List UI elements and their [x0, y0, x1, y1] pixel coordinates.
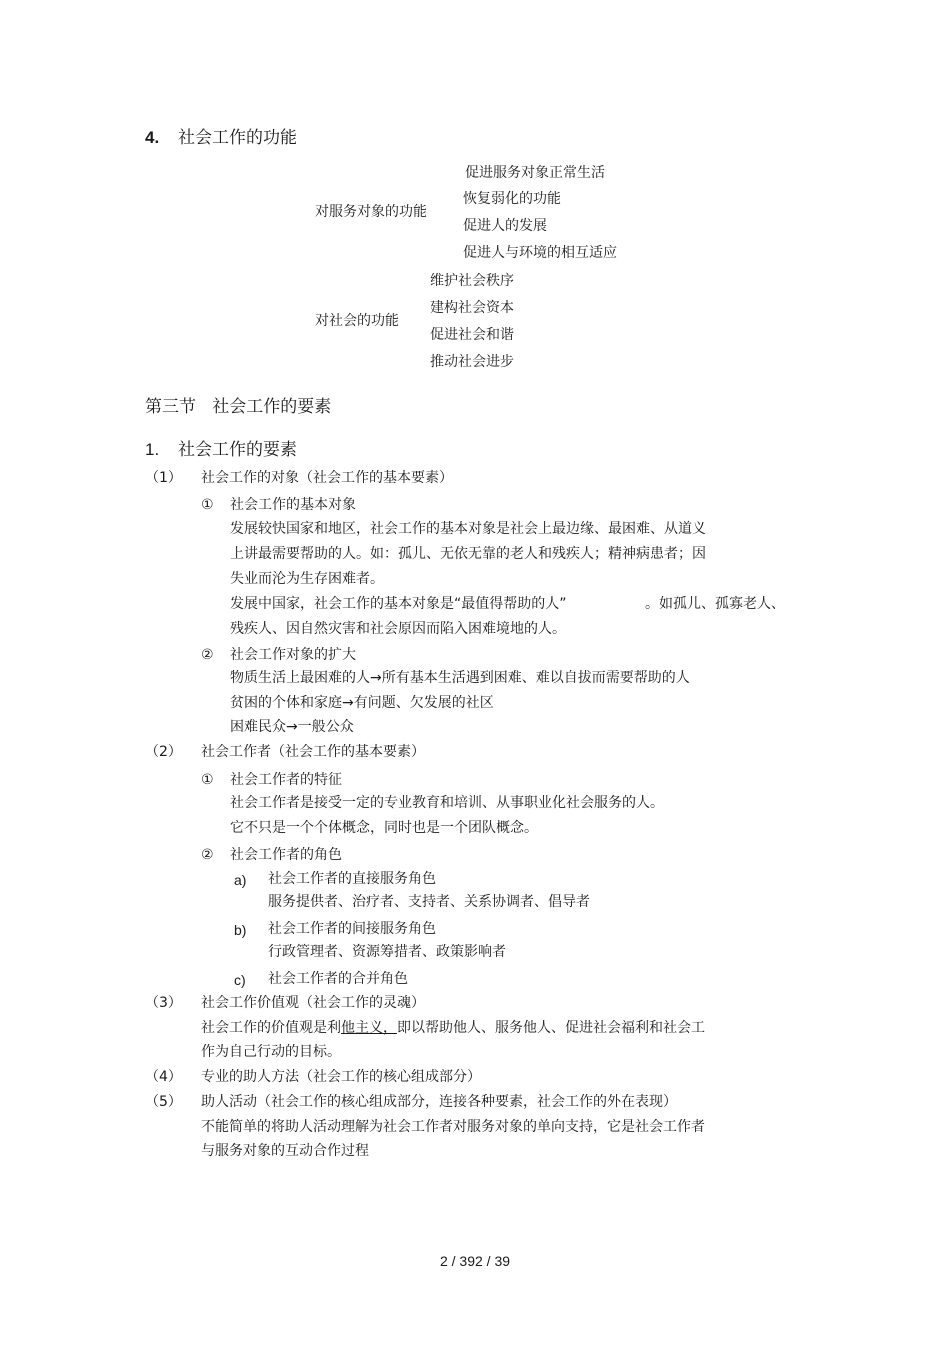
- letter-mark: a): [234, 872, 247, 888]
- body-line: 发展较快国家和地区，社会工作的基本对象是社会上最边缘、最困难、从道义: [230, 521, 706, 537]
- body-line: 贫困的个体和家庭→有问题、欠发展的社区: [230, 695, 494, 711]
- society-function-item: 推动社会进步: [430, 354, 514, 370]
- body-line: 困难民众→一般公众: [230, 719, 354, 735]
- society-function-item: 建构社会资本: [430, 300, 514, 316]
- subsection-number: 1.: [145, 440, 160, 459]
- circle-mark: ①: [201, 772, 214, 788]
- society-function-item: 维护社会秩序: [430, 273, 514, 289]
- body-line: 不能简单的将助人活动理解为社会工作者对服务对象的单向支持，它是社会工作者: [201, 1119, 705, 1135]
- circle-mark: ②: [201, 847, 214, 863]
- item-title: 专业的助人方法（社会工作的核心组成部分）: [201, 1069, 481, 1085]
- body-line: 发展中国家，社会工作的基本对象是“最值得帮助的人”: [230, 596, 567, 612]
- body-line: 残疾人、因自然灾害和社会原因而陷入困难境地的人。: [230, 621, 566, 637]
- society-function-label: 对社会的功能: [315, 313, 399, 329]
- section-number: 4.: [145, 128, 160, 147]
- item-number: （2）: [145, 744, 182, 760]
- role-desc: 行政管理者、资源筹措者、政策影响者: [268, 944, 506, 960]
- subitem-title: 社会工作者的角色: [230, 847, 342, 863]
- letter-mark: c): [234, 972, 246, 988]
- client-function-item: 促进人的发展: [463, 218, 547, 234]
- client-function-label: 对服务对象的功能: [315, 204, 427, 220]
- body-text: 即以帮助他人、服务他人、促进社会福利和社会工: [397, 1020, 705, 1036]
- item-number: （1）: [145, 470, 182, 486]
- role-title: 社会工作者的直接服务角色: [268, 871, 436, 887]
- body-line: [201, 1019, 705, 1037]
- page-number: 2 / 392 / 39: [439, 1253, 511, 1269]
- circle-mark: ②: [201, 647, 214, 663]
- item-number: （5）: [145, 1094, 182, 1110]
- body-line: 失业而沦为生存困难者。: [230, 571, 384, 587]
- section-title: 社会工作的功能: [178, 128, 297, 148]
- body-line: 与服务对象的互动合作过程: [201, 1143, 369, 1159]
- letter-mark: b): [234, 922, 247, 938]
- subsection-title: 社会工作的要素: [178, 440, 297, 460]
- item-title: 社会工作价值观（社会工作的灵魂）: [201, 995, 425, 1011]
- role-desc: 服务提供者、治疗者、支持者、关系协调者、倡导者: [268, 894, 590, 910]
- underlined-text: 他主义，: [341, 1020, 397, 1036]
- item-title: 助人活动（社会工作的核心组成部分，连接各种要素，社会工作的外在表现）: [201, 1094, 677, 1110]
- client-function-item: 恢复弱化的功能: [463, 191, 561, 207]
- society-function-item: 促进社会和谐: [430, 327, 514, 343]
- circle-mark: ①: [201, 497, 214, 513]
- body-line: 上讲最需要帮助的人。如：孤儿、无依无靠的老人和残疾人；精神病患者；因: [230, 546, 706, 562]
- item-title: 社会工作者（社会工作的基本要素）: [201, 744, 425, 760]
- body-text: 社会工作的价值观是利: [201, 1020, 341, 1036]
- body-line: 它不只是一个个体概念，同时也是一个团队概念。: [230, 820, 538, 836]
- subitem-title: 社会工作者的特征: [230, 772, 342, 788]
- client-function-item: 促进人与环境的相互适应: [463, 245, 617, 261]
- client-function-item: 促进服务对象正常生活: [465, 165, 605, 181]
- item-number: （3）: [145, 995, 182, 1011]
- chapter-title: 第三节 社会工作的要素: [145, 397, 332, 417]
- role-title: 社会工作者的间接服务角色: [268, 921, 436, 937]
- body-line: 作为自己行动的目标。: [201, 1044, 341, 1060]
- item-title: 社会工作的对象（社会工作的基本要素）: [201, 470, 453, 486]
- subitem-title: 社会工作的基本对象: [230, 497, 356, 513]
- body-line: 社会工作者是接受一定的专业教育和培训、从事职业化社会服务的人。: [230, 795, 664, 811]
- role-title: 社会工作者的合并角色: [268, 971, 408, 987]
- item-number: （4）: [145, 1069, 182, 1085]
- body-line: 物质生活上最困难的人→所有基本生活遇到困难、难以自拔而需要帮助的人: [230, 670, 690, 686]
- subitem-title: 社会工作对象的扩大: [230, 647, 356, 663]
- body-line: 。如孤儿、孤寡老人、: [645, 596, 785, 612]
